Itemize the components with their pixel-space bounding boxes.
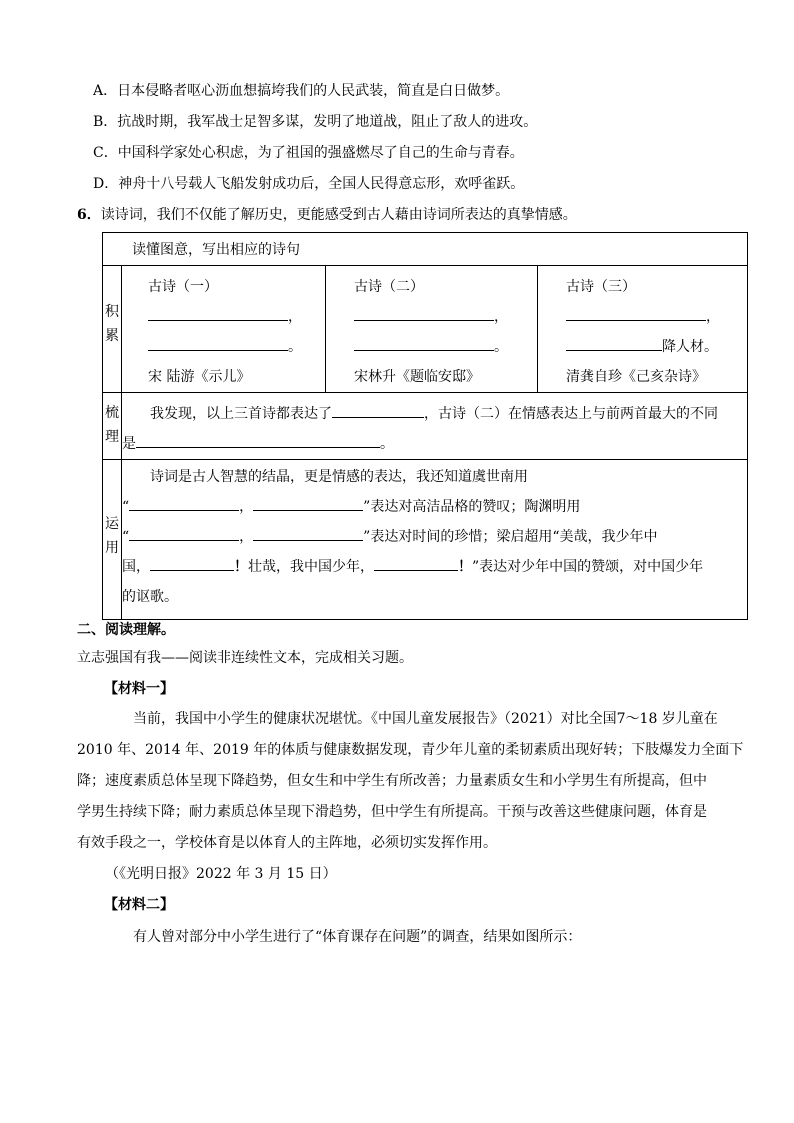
material-2-label: 【材料二】 (104, 897, 174, 913)
option-a: A．日本侵略者呕心沥血想搞垮我们的人民武装，简直是白日做梦。 (93, 83, 510, 99)
material-2-text: 有人曾对部分中小学生进行了“体育课存在问题”的调查，结果如图所示： (133, 929, 582, 945)
poem-cell-3: 古诗（三） ， 降人材。 清龚自珍《己亥杂诗》 (538, 266, 748, 393)
material-1-line: 2010 年、2014 年、2019 年的体质与健康数据发现，青少年儿童的柔韧素质出现好转；下肢爆发力全面下 (77, 742, 744, 758)
section-intro: 立志强国有我——阅读非连续性文本，完成相关习题。 (77, 650, 413, 666)
table-header: 读懂图意，写出相应的诗句 (132, 242, 300, 258)
answer-blank[interactable] (136, 433, 380, 448)
poem-source: 宋林升《题临安邸》 (354, 369, 480, 385)
yunyong-cell: 诗词是古人智慧的结晶，更是情感的表达，我还知道虞世南用 “ ， ”表达对高洁品格的赞叹；陶渊明用 “ ， ”表达对时间的珍惜；梁启超用“美哉，我少年中 国， ！壮哉，我中国少年， ！”表达对少年中国的赞颂，对中国少年 的讴歌。 (122, 460, 748, 620)
answer-blank[interactable] (332, 403, 424, 418)
question-number: 6． (77, 207, 101, 223)
answer-blank[interactable] (129, 496, 239, 511)
answer-blank[interactable] (354, 306, 494, 321)
question-6 (77, 205, 577, 225)
material-1-line: 当前，我国中小学生的健康状况堪忧。《中国儿童发展报告》（2021）对比全国7～18 岁儿童在 (133, 711, 718, 727)
answer-blank[interactable] (129, 526, 239, 541)
material-1-label: 【材料一】 (104, 681, 174, 697)
answer-blank[interactable] (354, 336, 494, 351)
poem-table (102, 232, 748, 620)
material-1-line: 有效手段之一，学校体育是以体育人的主阵地，必须切实发挥作用。 (77, 835, 497, 851)
question-text: 读诗词，我们不仅能了解历史，更能感受到古人藉由诗词所表达的真挚情感。 (100, 207, 577, 223)
answer-blank[interactable] (148, 306, 288, 321)
poem-title: 古诗（二） (354, 279, 424, 295)
material-1-line: 降；速度素质总体呈现下降趋势，但女生和中学生有所改善；力量素质女生和小学男生有所提高，但中 (77, 773, 707, 789)
poem-cell-1: 古诗（一） ， 。 宋 陆游《示儿》 (122, 266, 326, 393)
answer-blank[interactable] (374, 556, 458, 571)
poem-source: 宋 陆游《示儿》 (148, 369, 251, 385)
poem-title: 古诗（一） (148, 279, 218, 295)
shuli-cell: 我发现，以上三首诗都表达了 ，古诗（二）在情感表达上与前两首最大的不同 是 。 (122, 393, 748, 460)
poem-cell-2: 古诗（二） ， 。 宋林升《题临安邸》 (326, 266, 538, 393)
option-c: C．中国科学家处心积虑，为了祖国的强盛燃尽了自己的生命与青春。 (93, 145, 524, 161)
answer-blank[interactable] (253, 496, 363, 511)
answer-blank[interactable] (566, 336, 662, 351)
poem-title: 古诗（三） (566, 279, 636, 295)
answer-blank[interactable] (566, 306, 706, 321)
poem-source: 清龚自珍《己亥杂诗》 (566, 369, 706, 385)
answer-blank[interactable] (150, 556, 234, 571)
material-1-line: 学男生持续下降；耐力素质总体呈现下滑趋势，但中学生有所提高。干预与改善这些健康问题，体育是 (77, 804, 707, 820)
section-heading: 二、阅读理解。 (77, 622, 175, 638)
option-b: B．抗战时期，我军战士足智多谋，发明了地道战，阻止了敌人的进攻。 (93, 114, 538, 130)
answer-blank[interactable] (253, 526, 363, 541)
yunyong-label: 运 用 (103, 460, 122, 620)
material-1-source: （《光明日报》2022 年 3 月 15 日） (105, 866, 337, 882)
option-d: D．神舟十八号载人飞船发射成功后，全国人民得意忘形，欢呼雀跃。 (93, 176, 525, 192)
table-header-cell (103, 233, 748, 266)
shuli-label: 梳 理 (103, 393, 122, 460)
answer-blank[interactable] (148, 336, 288, 351)
jilei-label: 积 累 (103, 266, 122, 393)
